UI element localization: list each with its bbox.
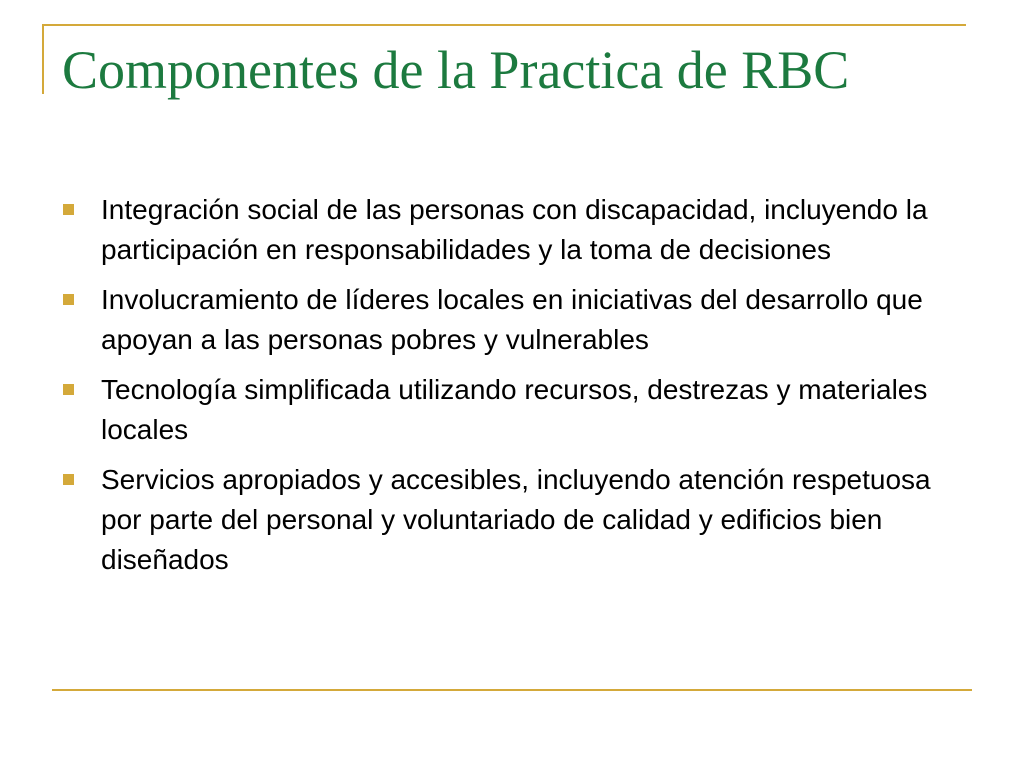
slide-title: Componentes de la Practica de RBC <box>62 40 850 100</box>
bullet-item <box>60 190 950 270</box>
bullet-item <box>60 370 950 450</box>
square-bullet-icon <box>63 204 74 215</box>
frame-bottom-line <box>52 689 972 691</box>
bullet-item <box>60 460 950 580</box>
frame-top-line <box>42 24 966 26</box>
bullet-text: Involucramiento de líderes locales en iniciativas del desarrollo que apoyan a las personas pobres y vulnerables <box>101 284 923 355</box>
square-bullet-icon <box>63 384 74 395</box>
bullet-text: Servicios apropiados y accesibles, incluyendo atención respetuosa por parte del personal y voluntariado de calidad y edificios bien diseñados <box>101 464 931 575</box>
bullet-list <box>60 190 950 590</box>
bullet-text: Integración social de las personas con discapacidad, incluyendo la participación en responsabilidades y la toma de decisiones <box>101 194 928 265</box>
square-bullet-icon <box>63 474 74 485</box>
bullet-text: Tecnología simplificada utilizando recursos, destrezas y materiales locales <box>101 374 928 445</box>
square-bullet-icon <box>63 294 74 305</box>
bullet-item <box>60 280 950 360</box>
frame-left-line <box>42 24 44 94</box>
